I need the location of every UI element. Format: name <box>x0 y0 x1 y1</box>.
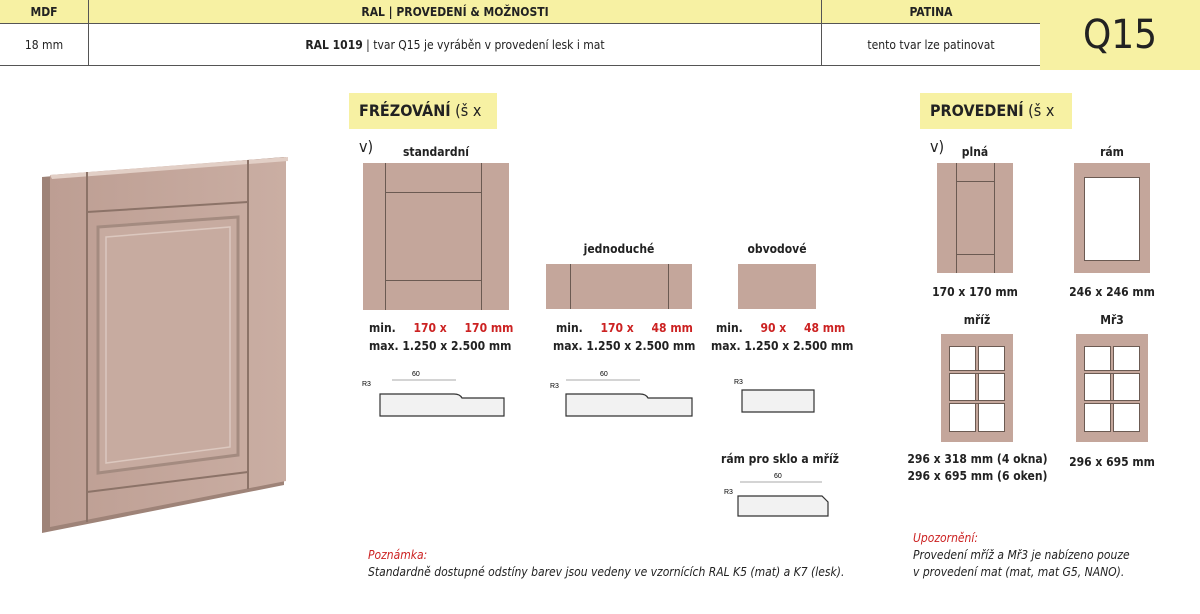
min-height: 170 mm <box>464 321 514 335</box>
max-standardni: max. 1.250 x 2.500 mm <box>369 339 512 353</box>
profile-60-label: 60 <box>774 473 782 480</box>
dim-plna: 170 x 170 mm <box>932 285 1018 299</box>
section-title-suffix: (š x v) <box>359 101 482 156</box>
note-poznamka <box>368 547 844 581</box>
label-plna: plná <box>961 145 989 159</box>
dim-mriz-2: 296 x 695 mm (6 oken) <box>907 469 1048 483</box>
note-upozorneni-title: Upozornění: <box>913 531 979 545</box>
min-label: min. <box>556 321 583 335</box>
header-patina: PATINA <box>909 5 953 19</box>
dim-mriz-1: 296 x 318 mm (4 okna) <box>907 452 1048 466</box>
dim-ram: 246 x 246 mm <box>1069 285 1155 299</box>
label-mr3: Mř3 <box>1100 313 1124 327</box>
label-mriz: mříž <box>963 313 991 327</box>
model-code: Q15 <box>1040 0 1200 70</box>
value-patina: tento tvar lze patinovat <box>867 38 995 52</box>
label-standardni: standardní <box>402 145 469 159</box>
note-poznamka-title: Poznámka: <box>368 548 428 562</box>
profile-obvodove <box>732 372 822 416</box>
min-label: min. <box>716 321 743 335</box>
profile-standardni <box>362 368 512 420</box>
profile-r-label: R3 <box>734 379 743 386</box>
dim-mr3: 296 x 695 mm <box>1069 455 1155 469</box>
door-front-image <box>40 155 290 540</box>
section-title-suffix: (š x v) <box>930 101 1055 156</box>
note-upozorneni-line1: Provedení mříž a Mř3 je nabízeno pouze <box>913 548 1130 562</box>
min-label: min. <box>369 321 396 335</box>
header-mdf: MDF <box>30 5 58 19</box>
note-poznamka-text: Standardně dostupné odstíny barev jsou vedeny ve vzornících RAL K5 (mat) a K7 (lesk). <box>368 565 845 579</box>
label-jednoduche: jednoduché <box>583 242 655 256</box>
panel-jednoduche <box>546 264 692 309</box>
profile-r-label: R3 <box>550 383 559 390</box>
min-jednoduche <box>556 321 693 335</box>
max-jednoduche: max. 1.250 x 2.500 mm <box>553 339 696 353</box>
section-title-bold: FRÉZOVÁNÍ <box>359 101 451 120</box>
note-upozorneni <box>913 530 1130 581</box>
min-height: 48 mm <box>804 321 846 335</box>
panel-mr3 <box>1076 334 1148 442</box>
min-height: 48 mm <box>651 321 693 335</box>
value-ral-text: | tvar Q15 je vyráběn v provedení lesk i mat <box>362 38 605 52</box>
header-ral: RAL | PROVEDENÍ & MOŽNOSTI <box>361 5 549 19</box>
min-width: 170 x <box>413 321 447 335</box>
panel-plna <box>937 163 1013 273</box>
profile-r-label: R3 <box>724 489 733 496</box>
panel-obvodove <box>738 264 816 309</box>
label-obvodove: obvodové <box>747 242 807 256</box>
min-obvodove <box>716 321 845 335</box>
divider <box>88 0 89 66</box>
value-ral <box>89 25 821 65</box>
value-ral-code: RAL 1019 <box>305 38 363 52</box>
profile-60-label: 60 <box>600 371 608 378</box>
divider <box>821 0 822 66</box>
panel-mriz <box>941 334 1013 442</box>
profile-ram-pro-sklo <box>718 468 838 520</box>
section-title-bold: PROVEDENÍ <box>930 101 1024 120</box>
max-obvodove: max. 1.250 x 2.500 mm <box>711 339 854 353</box>
min-standardni <box>369 321 513 335</box>
label-ram-pro-sklo: rám pro sklo a mříž <box>721 452 839 466</box>
note-upozorneni-line2: v provedení mat (mat, mat G5, NANO). <box>913 565 1125 579</box>
divider <box>0 65 1040 66</box>
label-ram: rám <box>1100 145 1124 159</box>
profile-jednoduche <box>548 368 698 420</box>
profile-60-label: 60 <box>412 371 420 378</box>
min-width: 170 x <box>600 321 634 335</box>
value-mdf: 18 mm <box>24 38 64 52</box>
panel-ram <box>1074 163 1150 273</box>
profile-r-label: R3 <box>362 381 371 388</box>
min-width: 90 x <box>760 321 787 335</box>
panel-standardni <box>363 163 509 310</box>
